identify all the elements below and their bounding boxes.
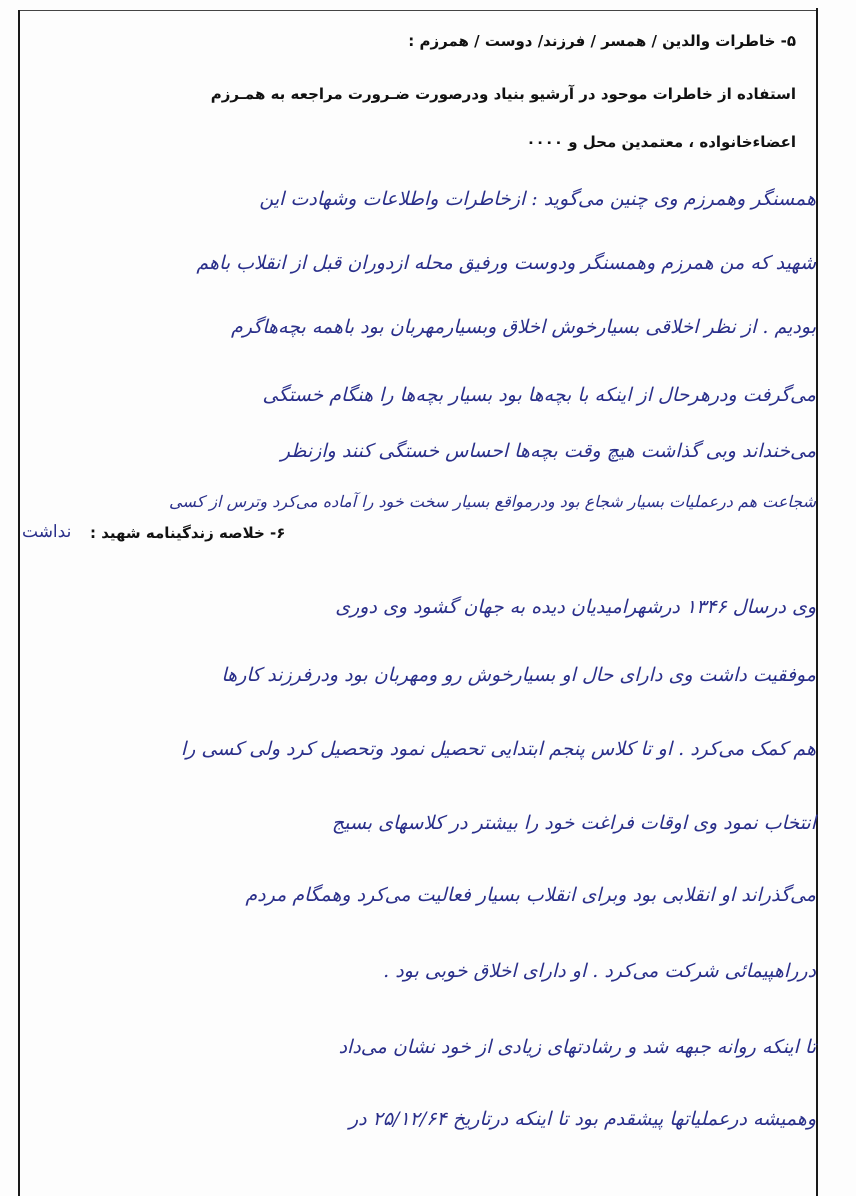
memoir-line: شهید که من همرزم وهمسنگر ودوست ورفیق محله ازدوران قبل از انقلاب باهم [196,252,816,274]
biography-line: وی درسال ۱۳۴۶ درشهرامیدیان دیده به جهان گشود وی دوری [335,596,816,618]
memoir-line: بودیم . از نظر اخلاقی بسیارخوش اخلاق وبسیارمهربان بود باهمه بچه‌هاگرم [230,316,816,338]
section6-margin-note: نداشت [22,522,72,542]
biography-line: موفقیت داشت وی دارای حال او بسیارخوش رو ومهربان بود ودرفرزند کارها [221,664,816,686]
page-left-border [18,10,20,1196]
biography-line: وهمیشه درعملیاتها پیشقدم بود تا اینکه درتاریخ ۲۵/۱۲/۶۴ در [348,1108,816,1130]
section5-instruction-line1: استفاده از خاطرات موحود در آرشیو بنیاد ودرصورت ضـرورت مراجعه به همـرزم [210,85,796,103]
biography-line: هم کمک می‌کرد . او تا کلاس پنجم ابتدایی تحصیل نمود وتحصیل کرد ولی کسی را [180,738,816,760]
biography-line: می‌گذراند او انقلابی بود وبرای انقلاب بسیار فعالیت می‌کرد وهمگام مردم [245,884,816,906]
section6-heading: ۶- خلاصه زندگینامه شهید : [90,524,286,542]
memoir-line: می‌خنداند وبی گذاشت هیچ وقت بچه‌ها احساس خستگی کنند وازنظر [280,440,816,462]
memoir-line: شجاعت هم درعملیات بسیار شجاع بود ودرمواقع بسیار سخت خود را آماده می‌کرد وترس از کسی [169,492,816,511]
page-right-border [816,8,818,1196]
biography-line: درراهپیمائی شرکت می‌کرد . او دارای اخلاق خوبی بود . [383,960,816,982]
biography-line: تا اینکه روانه جبهه شد و رشادتهای زیادی از خود نشان می‌داد [338,1036,816,1058]
section5-instruction-line2: اعضاءخانواده ، معتمدین محل و ۰۰۰۰ [526,133,796,151]
page-top-border [18,10,818,11]
memoir-line: همسنگر وهمرزم وی چنین می‌گوید : ازخاطرات واطلاعات وشهادت این [259,188,816,210]
biography-line: انتخاب نمود وی اوقات فراغت خود را بیشتر در کلاسهای بسیج [331,812,816,834]
memoir-line: می‌گرفت ودرهرحال از اینکه با بچه‌ها بود بسیار بچه‌ها را هنگام خستگی [262,384,816,406]
section5-heading: ۵- خاطرات والدین / همسر / فرزند/ دوست / همرزم : [408,32,796,50]
